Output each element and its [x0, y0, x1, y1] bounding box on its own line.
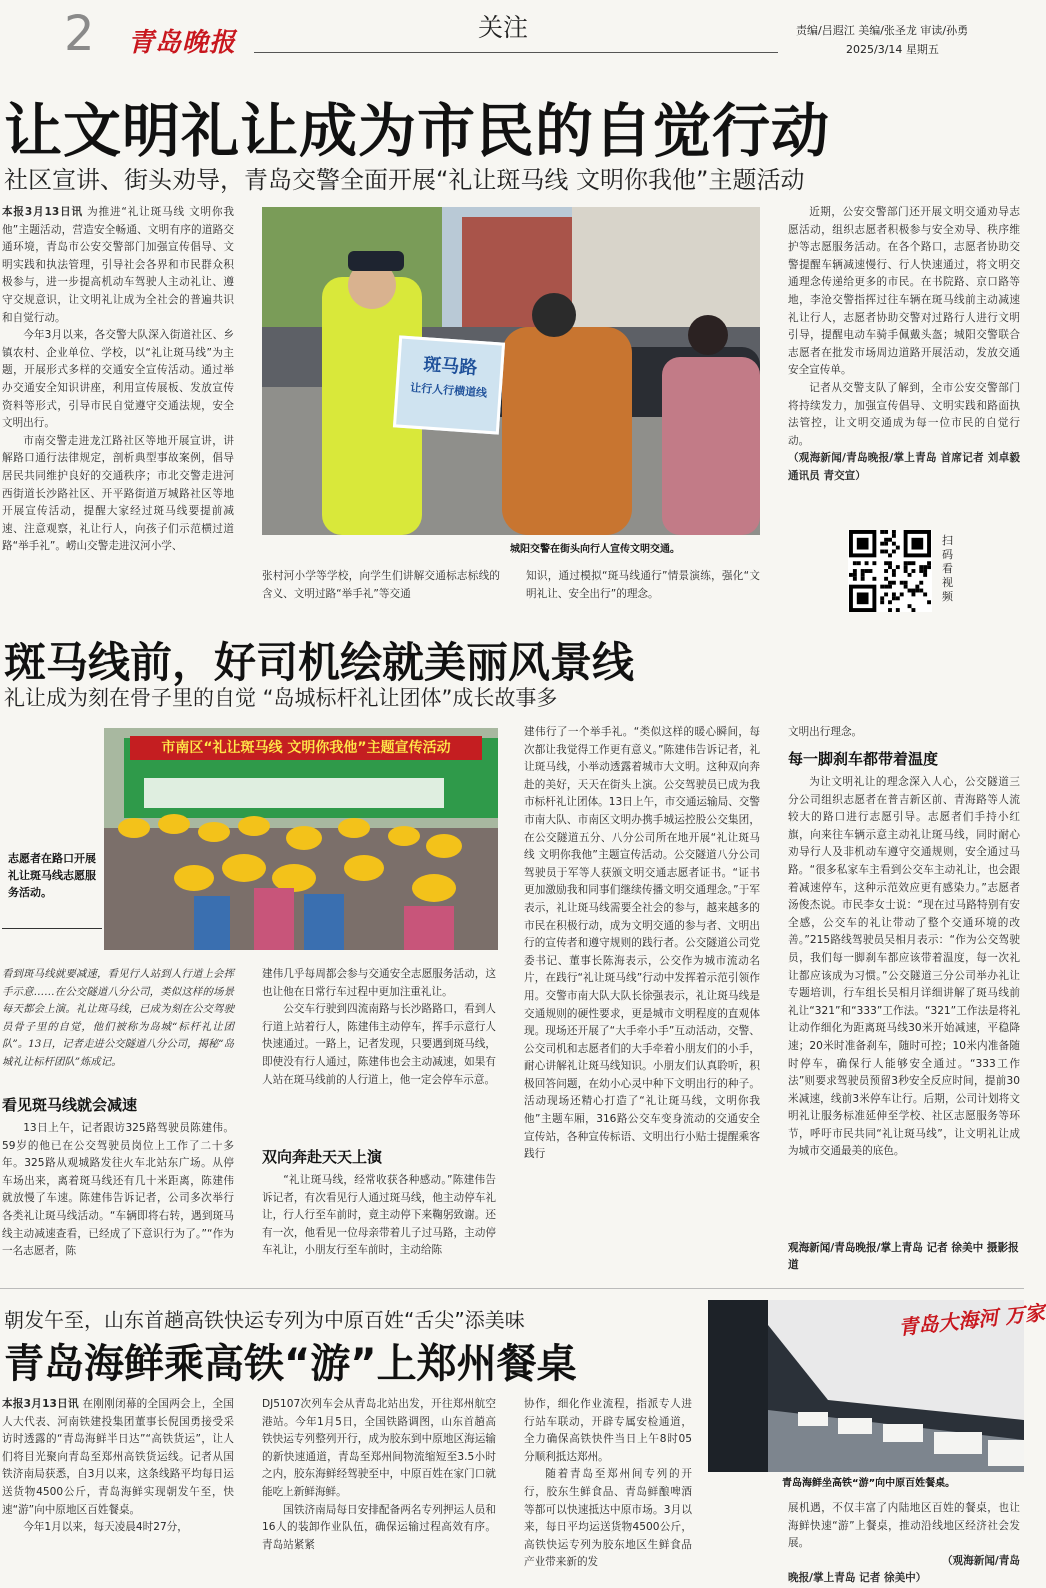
paragraph: “礼让斑马线，经常收获各种感动。”陈建伟告诉记者，有次看见行人通过斑马线，他主动停车礼让，行人行至车前时，竟主动停下来鞠躬致谢。还有一次，他看见一位母亲带着儿子过马路，主动停车礼让，小朋友行至车前时，主动给陈: [262, 1174, 496, 1257]
article1-column-4: [788, 204, 1020, 520]
train-side-text: 青岛大海河 万家: [897, 1300, 1046, 1340]
paragraph: 今年3月以来，各交警大队深入街道社区、乡镇农村、企业单位、学校，以“礼让斑马线”为主题，开展形式多样的交通安全宣传活动。通过举办交通安全知识讲座，利用宣传展板、发放宣传资料等形式，引导市民自觉遵守交通法规，安全文明出行。: [2, 329, 234, 430]
paragraph: 在刚刚闭幕的全国两会上，全国人大代表、河南铁建投集团董事长倪国勇接受采访时透露的“青岛海鲜半日达”“高铁货运”，让人们将目光聚向青岛至郑州高铁货运线。记者从国铁济南局获悉，自3月以来，这条线路平均每日运送货物4500公斤，青岛海鲜实现朝发午至，快速“游”向中原地区百姓餐桌。: [2, 1398, 234, 1516]
article1-photo-caption: 城阳交警在街头向行人宣传文明交通。: [510, 544, 680, 555]
subhead-see-zebra: 看见斑马线就会减速: [2, 1096, 138, 1114]
article1-subhead: 社区宣讲、街头劝导，青岛交警全面开展“礼让斑马线 文明你我他”主题活动: [4, 166, 805, 194]
article1-under-photo-right: 知识，通过模拟“斑马线通行”情景演练，强化“文明礼让、安全出行”的理念。: [526, 570, 760, 600]
paragraph: 公交车行驶到四流南路与长沙路路口，看到人行道上站着行人，陈建伟主动停车，挥手示意行人快速通过。一路上，记者发现，只要遇到斑马线，即使没有行人通过，陈建伟也会主动减速，如果有人站在斑马线前的人行道上，他一定会停车示意。: [262, 1003, 496, 1086]
paragraph: 国铁济南局每日安排配备两名专列押运人员和16人的装卸作业队伍，确保运输过程高效有序。青岛站紧紧: [262, 1503, 496, 1551]
paragraph: 今年1月以来，每天凌晨4时27分，: [23, 1521, 188, 1534]
sign-line-2: 让行人行横道线: [409, 381, 488, 400]
article2-headline: 斑马线前，好司机绘就美丽风景线: [4, 638, 635, 687]
article2-photo-caption: 志愿者在路口开展礼让斑马线志愿服务活动。: [8, 852, 96, 899]
caption-rule: [2, 928, 102, 929]
article3-photo: [708, 1300, 1046, 1472]
article1-headline: 让文明礼让成为市民的自觉行动: [4, 97, 831, 165]
paragraph: 记者从交警支队了解到，全市公安交警部门将持续发力，加强宣传倡导、文明实践和路面执法管控，让文明交通成为每一位市民的自觉行动。: [788, 381, 1020, 447]
article2-see-text: [2, 1120, 234, 1261]
page-number: 2: [64, 6, 95, 62]
qr-code[interactable]: [848, 530, 932, 612]
paragraph: 随着青岛至郑州间专列的开行，胶东生鲜食品、青岛鲜酿啤酒等都可以快速抵达中原市场。3月以来，每日平均运送货物4500公斤，高铁快运专列为胶东地区生鲜食品产业带来新的发: [524, 1468, 692, 1569]
paragraph: 协作，细化作业流程，指派专人进行站车联动，开辟专属安检通道，全力确保高铁快件当日上午8时05分顺利抵达郑州。: [524, 1398, 692, 1463]
paragraph: 展机遇，不仅丰富了内陆地区百姓的餐桌，也让海鲜快速“游”上餐桌，推动沿线地区经济社会发展。: [788, 1502, 1020, 1550]
article3-column-3: [524, 1396, 692, 1569]
article1-photo: [262, 207, 760, 535]
dateline: 本报3月13日讯: [2, 1398, 79, 1410]
byline: 晚报/掌上青岛 记者 徐美中）: [788, 1572, 927, 1585]
section-title: 关注: [478, 13, 529, 42]
paragraph: 建伟几乎每周都会参与交通安全志愿服务活动，这也让他在日常行车过程中更加注重礼让。: [262, 968, 496, 998]
paragraph: 13日上午，记者跟访325路驾驶员陈建伟。59岁的他已在公交驾驶员岗位上工作了二十多年。325路从观城路发往火车北站东广场。从停车场出来，离着斑马线还有几十米距离，陈建伟就放慢了车速。陈建伟告诉记者，公司多次举行各类礼让斑马线活动。“车辆即将右转，遇到斑马线主动减速查看，已经成了下意识行为了。”“作为一名志愿者，陈: [2, 1122, 234, 1258]
article2-brake-text: [788, 774, 1020, 1238]
article2-photo: [104, 728, 498, 950]
article3-column-2: [262, 1396, 496, 1566]
article1-column-1: [2, 204, 234, 604]
masthead-rule: [254, 52, 778, 53]
paragraph: 为让文明礼让的理念深入人心，公交隧道三分公司组织志愿者在普吉新区前、青海路等人流较大的路口进行志愿引导。志愿者们手持小红旗，向来往车辆示意主动礼让斑马线，同时耐心劝导行人及非机动车遵守交通规则，安全通过马路。“很多私家车主看到公交车主动礼让，也会跟着减速停车，这种示范效应更有感染力。”志愿者汤俊杰说。市民李女士说：“现在过马路特别有安全感，公交车的礼让带动了整个交通环境的改善。”215路线驾驶员吴相月表示：“作为公交驾驶员，我们每一脚刹车都应该带着温度，每一次礼让都应该成为习惯。”公交隧道三分公司举办礼让专题培训，行车组长吴相月详细讲解了斑马线前礼让“321”和“333”工作法。“321”工作法是将礼让动作细化为距离斑马线30米开始减速，平稳降速；20米时准备刹车，随时可控；10米内准备随时停车，确保行人能够安全通过。“333工作法”则要求驾驶员预留3秒安全反应时间，提前30米减速，线前3米停车让行。后期，公司计划将文明礼让服务标准延伸至学校、社区志愿服务等环节，呼吁市民共同“礼让斑马线”，让文明礼让成为城市交通最美的底色。: [788, 776, 1020, 1158]
paragraph: 市南交警走进龙江路社区等地开展宣讲，讲解路口通行法律规定，剖析典型事故案例，倡导居民共同维护良好的交通秩序；市北交警走进河西街道长沙路社区、开平路街道万城路社区等地开展宣传活动，提醒大家经过斑马线要提前减速、注意观察，礼让行人，向孩子们示范横过道路“举手礼”。崂山交警走进汉河小学、: [2, 434, 234, 553]
dateline: 本报3月13日讯: [2, 206, 83, 218]
issue-date: 2025/3/14 星期五: [846, 43, 939, 56]
article2-intro: 看到斑马线就要减速，看见行人站到人行道上会挥手示意……在公交隧道八分公司，类似这样的场景每天都会上演。礼让斑马线，已成为刻在公交驾驶员骨子里的自觉，他们被称为岛城“标杆礼让团队”。13日，记者走进公交隧道八分公司，揭秘“岛城礼让标杆团队”炼成记。: [2, 968, 234, 1068]
paragraph: 为推进“礼让斑马线 文明你我他”主题活动，营造安全畅通、文明有序的道路交通环境，青岛市公安交警部门加强宣传倡导、文明实践和执法管理，引导社会各界和市民群众积极参与，进一步提高机动车驾驶人主动礼让、遵守交规意识，让文明礼让成为全社会的普遍共识和自觉行动。: [2, 206, 234, 324]
article1-under-photo-left: 张村河小学等学校，向学生们讲解交通标志标线的含义、文明过路“举手礼”等交通: [262, 570, 500, 600]
article2-subhead: 礼让成为刻在骨子里的自觉 “岛城标杆礼让团体”成长故事多: [4, 686, 558, 710]
qr-label: 扫码看视频: [942, 534, 953, 603]
byline: （观海新闻/青岛晚报/掌上青岛 首席记者 刘卓毅 通讯员 青交宣）: [788, 452, 1020, 482]
article3-headline: 青岛海鲜乘高铁“游”上郑州餐桌: [4, 1341, 577, 1387]
article3-column-4: [788, 1500, 1020, 1588]
section-divider: [0, 1288, 1024, 1289]
newspaper-logo: 青岛晚报: [128, 28, 237, 58]
article2-two-text: [262, 1172, 496, 1260]
article2-column-3: [524, 724, 760, 1274]
subhead-two-way: 双向奔赴天天上演: [262, 1148, 383, 1166]
event-banner: 市南区“礼让斑马线 文明你我他”主题宣传活动: [130, 736, 482, 760]
article2-byline: 观海新闻/青岛晚报/掌上青岛 记者 徐美中 摄影报道: [788, 1242, 1019, 1271]
sign-line-1: 斑马路: [422, 354, 478, 379]
road-sign: [393, 335, 505, 434]
paragraph: DJ5107次列车会从青岛北站出发，开往郑州航空港站。今年1月5日，全国铁路调图，山东首趟高铁快运专列整列开行，成为胶东到中原地区海运输的新快速通道，青岛至郑州间物流缩短至3.5小时之内，胶东海鲜经驾驶至中，中原百姓在家门口就能吃上新鲜海鲜。: [262, 1398, 496, 1498]
editors-line: 责编/吕遐江 美编/张圣龙 审读/孙勇: [796, 24, 969, 37]
article2-mid-column: [262, 966, 496, 1089]
article2-column-4-top: 文明出行理念。: [788, 726, 863, 738]
paragraph: 近期，公安交警部门还开展文明交通劝导志愿活动，组织志愿者积极参与安全劝导、秩序维护等志愿服务活动。在各个路口，志愿者协助交警提醒车辆减速慢行、行人快速通过，将文明交通理念传递给更多的市民。在书院路、京口路等地，李沧交警指挥过往车辆在斑马线前主动减速礼让行人，志愿者协助交警对过路行人进行文明引导，提醒电动车骑手佩戴头盔；城阳交警联合志愿者在批发市场周边道路开展活动，发放交通安全宣传单。: [788, 206, 1020, 377]
article3-kicker: 朝发午至，山东首趟高铁快运专列为中原百姓“舌尖”添美味: [4, 1308, 525, 1332]
article3-photo-caption: 青岛海鲜坐高铁“游”向中原百姓餐桌。: [782, 1478, 956, 1489]
article3-column-1: [2, 1396, 234, 1566]
byline: （观海新闻/青岛: [941, 1554, 1020, 1567]
paragraph: 建伟行了一个举手礼。“类似这样的暖心瞬间，每次都让我觉得工作更有意义。”陈建伟告诉记者，礼让斑马线，小举动透露着城市大文明。这种双向奔赴的美好，天天在街头上演。公交驾驶员已成为我市标杆礼让团体。13日上午，市交通运输局、交警市南大队、市南区文明办携手城运控股公交集团，在公交隧道五分、八分公司所在地开展“礼让斑马线 文明你我他”主题宣传活动。公交隧道八分公司驾驶员于军等人获颁文明交通志愿者证书。“证书更加激励我和同事们继续传播文明交通理念。”于军表示，礼让斑马线需要全社会的参与，越来越多的市民在积极行动，成为文明交通的参与者、文明出行的宣传者和遵守规则的践行者。公交隧道公司党委书记、董事长陈海表示，公交作为城市流动名片，在践行“礼让斑马线”行动中发挥着示范引领作用。交警市南大队大队长徐强表示，礼让斑马线是交通规则的硬性要求，更是城市文明程度的直观体现。现场还开展了“大手牵小手”互动活动，交警、公交司机和志愿者们的大手牵着小朋友们的小手，耐心讲解礼让斑马线知识。小朋友们认真聆听，积极回答问题，在幼小心灵中种下文明出行的种子。活动现场还精心打造了“礼让斑马线，文明你我他”主题车厢，316路公交车变身流动的交通安全宣传站，各种宣传标语、文明出行小贴士提醒乘客践行: [524, 726, 760, 1161]
subhead-brake: 每一脚刹车都带着温度: [788, 750, 939, 768]
